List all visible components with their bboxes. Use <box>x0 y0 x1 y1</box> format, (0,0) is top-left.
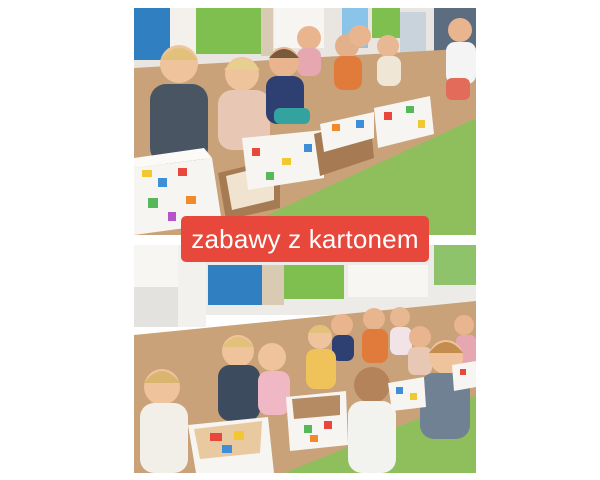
top-photo-scene <box>134 8 476 235</box>
top-photo <box>134 8 476 235</box>
bottom-photo-scene <box>134 245 476 473</box>
green-cabinet <box>284 265 344 299</box>
white-cabinet <box>134 245 178 287</box>
bottom-photo <box>134 245 476 473</box>
blue-cabinet <box>208 265 262 305</box>
green-cabinet <box>196 8 261 54</box>
caption-banner: zabawy z kartonem <box>181 216 429 262</box>
